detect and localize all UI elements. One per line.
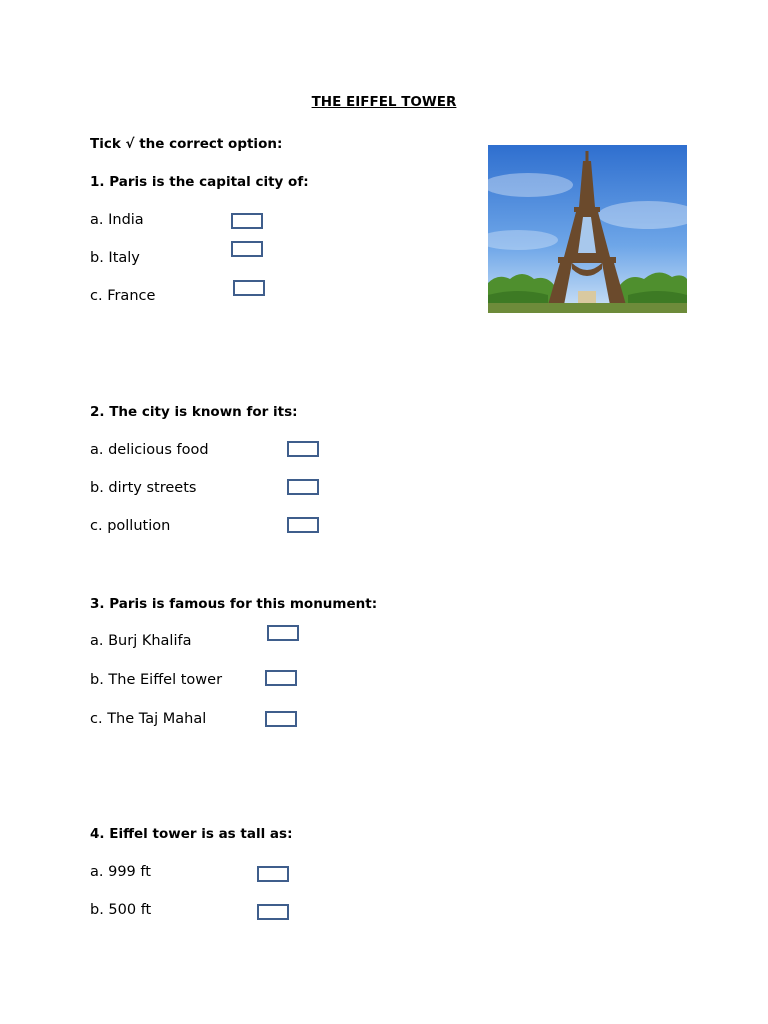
option-2a-label: a. delicious food: [90, 442, 209, 458]
eiffel-tower-photo: [488, 145, 687, 313]
option-3c-checkbox[interactable]: [265, 711, 297, 727]
question-3: 3. Paris is famous for this monument:: [90, 596, 378, 612]
option-1b-checkbox[interactable]: [231, 241, 263, 257]
option-3b-label: b. The Eiffel tower: [90, 672, 223, 688]
option-2c-label: c. pollution: [90, 518, 171, 534]
option-1a-label: a. India: [90, 212, 144, 228]
option-2a-checkbox[interactable]: [287, 441, 319, 457]
option-3b-checkbox[interactable]: [265, 670, 297, 686]
option-2c-checkbox[interactable]: [287, 517, 319, 533]
question-2: 2. The city is known for its:: [90, 404, 298, 420]
option-3c-label: c. The Taj Mahal: [90, 711, 207, 727]
instruction-text: Tick √ the correct option:: [90, 136, 283, 152]
option-4b-label: b. 500 ft: [90, 902, 152, 918]
option-4a-label: a. 999 ft: [90, 864, 151, 880]
option-1c-checkbox[interactable]: [233, 280, 265, 296]
option-4b-checkbox[interactable]: [257, 904, 289, 920]
worksheet-title: THE EIFFEL TOWER: [311, 94, 457, 110]
question-1: 1. Paris is the capital city of:: [90, 174, 309, 190]
option-2b-label: b. dirty streets: [90, 480, 197, 496]
question-4: 4. Eiffel tower is as tall as:: [90, 826, 293, 842]
option-1c-label: c. France: [90, 288, 156, 304]
option-1b-label: b. Italy: [90, 250, 140, 266]
option-3a-checkbox[interactable]: [267, 625, 299, 641]
option-1a-checkbox[interactable]: [231, 213, 263, 229]
option-3a-label: a. Burj Khalifa: [90, 633, 192, 649]
option-4a-checkbox[interactable]: [257, 866, 289, 882]
option-2b-checkbox[interactable]: [287, 479, 319, 495]
